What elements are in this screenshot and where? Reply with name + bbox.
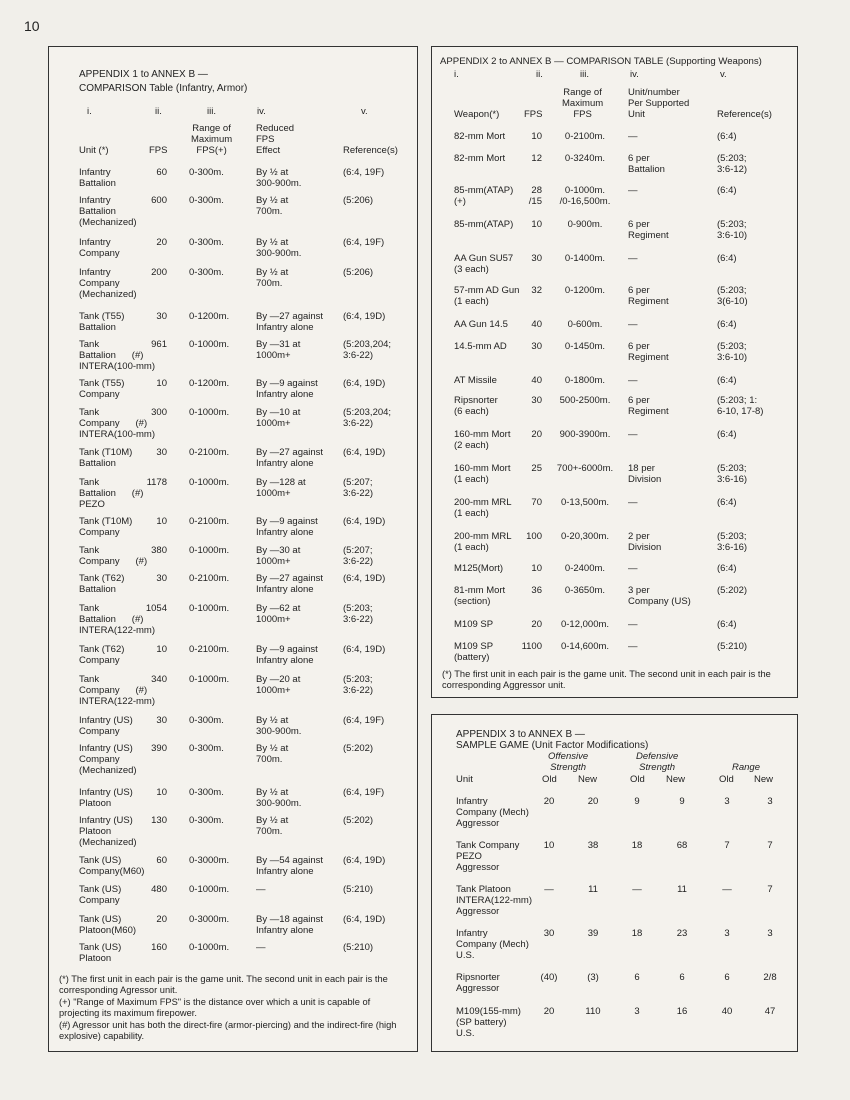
row-unit: M109(155-mm) (SP battery) U.S. (456, 1006, 521, 1039)
row-unit: Infantry (US) Platoon (79, 787, 133, 809)
row-weapon: 200-mm MRL (1 each) (454, 497, 512, 519)
row-fps: 30 (156, 573, 167, 584)
row-unit-number: 6 per Regiment (628, 395, 669, 417)
row-offensive-new: 39 (587, 928, 599, 939)
col-number: iv. (257, 106, 266, 117)
header-defensive-old: Old (630, 774, 645, 785)
row-fps: 25 (531, 463, 542, 474)
row-unit-number: 6 per Regiment (628, 285, 669, 307)
row-weapon: 82-mm Mort (454, 153, 506, 164)
row-fps: 10 (156, 644, 167, 655)
row-defensive-old: 18 (631, 840, 643, 851)
col-number: i. (87, 106, 92, 117)
row-unit: Infantry Company (79, 237, 120, 259)
row-fps: 10 (531, 131, 542, 142)
row-weapon: Ripsnorter (6 each) (454, 395, 498, 417)
row-range: 0-14,600m. (560, 641, 610, 652)
row-fps: 480 (151, 884, 167, 895)
row-unit: Infantry (US) Company (79, 715, 133, 737)
row-reference: (6:4, 19D) (343, 378, 386, 389)
row-range: 0-1000m. (189, 603, 230, 614)
row-offensive-new: 11 (588, 884, 598, 895)
page-number: 10 (24, 18, 40, 34)
row-reference: (5:203; 1: 6-10, 17-8) (717, 395, 764, 417)
row-reduced-effect: By —128 at 1000m+ (256, 477, 306, 499)
row-unit-number: — (628, 641, 638, 652)
header-weapon: Weapon(*) (454, 109, 500, 120)
row-reference: (5:210) (343, 942, 374, 953)
row-reduced-effect: By —62 at 1000m+ (256, 603, 301, 625)
row-weapon: AT Missile (454, 375, 497, 386)
appendix-2-title: APPENDIX 2 to ANNEX B — COMPARISON TABLE (Supporting Weapons) (440, 56, 762, 67)
row-fps: 60 (156, 855, 167, 866)
footnote-hash: (#) Agressor unit has both the direct-fire (armor-piercing) and the indirect-fire (high explosive) capability. (59, 1020, 397, 1042)
row-unit-number: — (628, 619, 638, 630)
col-number: ii. (536, 69, 543, 80)
row-offensive-new: (3) (587, 972, 599, 983)
row-fps: 200 (151, 267, 167, 278)
row-unit: Tank (US) Platoon(M60) (79, 914, 137, 936)
row-reference: (6:4, 19F) (343, 167, 385, 178)
row-weapon: 81-mm Mort (section) (454, 585, 506, 607)
row-weapon: 85-mm(ATAP) (+) (454, 185, 514, 207)
row-reference: (6:4, 19D) (343, 516, 386, 527)
row-range-old: — (722, 884, 732, 895)
row-fps: 20 (156, 914, 167, 925)
row-reference: (6:4, 19D) (343, 644, 386, 655)
row-range: 0-2100m. (189, 644, 230, 655)
row-defensive-new: 6 (679, 972, 685, 983)
row-reduced-effect: By ½ at 300-900m. (256, 167, 302, 189)
row-fps: 20 (531, 619, 542, 630)
row-fps: 40 (531, 319, 542, 330)
row-reference: (5:203; 3:6-12) (717, 153, 748, 175)
row-weapon: 85-mm(ATAP) (454, 219, 514, 230)
row-range: 0-3000m. (189, 855, 230, 866)
row-unit: Tank (T55) Battalion (79, 311, 125, 333)
row-reference: (5:210) (717, 641, 748, 652)
row-fps: 30 (156, 311, 167, 322)
header-defensive-strength: Defensive Strength (636, 751, 679, 773)
header-reduced-effect: Reduced FPS Effect (256, 123, 295, 156)
row-defensive-new: 9 (679, 796, 685, 807)
row-reference: (6:4, 19F) (343, 715, 385, 726)
row-offensive-old: 10 (543, 840, 555, 851)
row-unit: Tank (T55) Company (79, 378, 125, 400)
row-fps: 10 (156, 378, 167, 389)
appendix-1-title-line-2: COMPARISON Table (Infantry, Armor) (79, 83, 248, 94)
row-fps: 30 (156, 715, 167, 726)
row-fps: 10 (156, 516, 167, 527)
footnote-asterisk: (*) The first unit in each pair is the game unit. The second unit in each pair is the corresponding Agressor unit. (59, 974, 388, 996)
row-range-new: 3 (767, 796, 773, 807)
appendix-2-footnote: (*) The first unit in each pair is the game unit. The second unit in each pair is the corresponding Aggressor unit. (442, 669, 771, 691)
row-reference: (5:202) (343, 743, 374, 754)
row-reference: (6:4) (717, 253, 737, 264)
header-unit: Unit (*) (79, 145, 109, 156)
row-reference: (5:203; 3(6-10) (717, 285, 748, 307)
row-reference: (6:4) (717, 619, 737, 630)
row-fps: 12 (531, 153, 542, 164)
row-defensive-new: 16 (676, 1006, 688, 1017)
row-range: 500-2500m. (559, 395, 611, 406)
row-reference: (6:4, 19D) (343, 311, 386, 322)
row-reference: (5:203; 3:6-22) (343, 603, 374, 625)
row-unit-number: 6 per Regiment (628, 219, 669, 241)
row-reference: (6:4) (717, 429, 737, 440)
row-reference: (6:4) (717, 319, 737, 330)
row-fps: 1054 (145, 603, 167, 614)
row-defensive-new: 23 (676, 928, 688, 939)
row-range: 0-3650m. (564, 585, 606, 596)
row-reference: (5:207; 3:6-22) (343, 545, 374, 567)
row-range-old: 3 (724, 796, 730, 807)
row-range-new: 3 (767, 928, 773, 939)
header-references: Reference(s) (343, 145, 398, 156)
row-range: 0-1000m. /0-16,500m. (559, 185, 611, 207)
row-reduced-effect: By —27 against Infantry alone (256, 573, 324, 595)
row-fps: 10 (531, 219, 542, 230)
row-range: 0-1000m. (189, 407, 230, 418)
header-defensive-new: New (666, 774, 686, 785)
row-reduced-effect: By —18 against Infantry alone (256, 914, 324, 936)
row-unit: Ripsnorter Aggressor (456, 972, 500, 994)
row-defensive-new: 11 (677, 884, 687, 895)
col-number: iii. (580, 69, 589, 80)
row-offensive-old: (40) (540, 972, 558, 983)
header-unit-number: Unit/number Per Supported Unit (628, 87, 690, 120)
row-weapon: 14.5-mm AD (454, 341, 507, 352)
row-unit: Tank (US) Company (79, 884, 122, 906)
row-reduced-effect: By —27 against Infantry alone (256, 311, 324, 333)
row-unit: Tank Battalion (#) PEZO (79, 477, 144, 510)
row-range-old: 3 (724, 928, 730, 939)
row-unit: Tank Platoon INTERA(122-mm) Aggressor (456, 884, 533, 917)
row-reduced-effect: By —20 at 1000m+ (256, 674, 301, 696)
row-unit: Infantry Company (Mech) U.S. (456, 928, 529, 961)
footnote-plus: (+) "Range of Maximum FPS" is the distance over which a unit is capable of projecting its maximum firepower. (59, 997, 371, 1019)
row-range: 900-3900m. (559, 429, 611, 440)
row-range-new: 47 (764, 1006, 776, 1017)
row-range: 0-1000m. (189, 477, 230, 488)
row-range: 0-3240m. (564, 153, 606, 164)
row-range: 0-1400m. (564, 253, 606, 264)
row-unit: Tank (US) Company(M60) (79, 855, 145, 877)
row-range: 0-3000m. (189, 914, 230, 925)
row-fps: 36 (531, 585, 542, 596)
row-fps: 10 (531, 563, 542, 574)
row-reference: (6:4) (717, 563, 737, 574)
row-reference: (5:203; 3:6-16) (717, 463, 748, 485)
row-reduced-effect: By ½ at 300-900m. (256, 237, 302, 259)
header-offensive-new: New (578, 774, 598, 785)
row-fps: 160 (151, 942, 167, 953)
row-range: 0-1200m. (564, 285, 606, 296)
row-range-old: 40 (721, 1006, 733, 1017)
appendix-3-title-line-1: APPENDIX 3 to ANNEX B — (456, 729, 585, 740)
row-fps: 20 (531, 429, 542, 440)
row-fps: 100 (526, 531, 542, 542)
row-fps: 30 (531, 253, 542, 264)
row-range-old: 6 (724, 972, 730, 983)
row-range: 0-1000m. (189, 545, 230, 556)
row-fps: 70 (531, 497, 542, 508)
row-fps: 30 (156, 447, 167, 458)
row-fps: 1100 (521, 641, 542, 652)
row-range: 0-1200m. (189, 378, 230, 389)
row-reference: (5:206) (343, 267, 374, 278)
appendix-1-table (48, 46, 418, 1052)
row-fps: 961 (151, 339, 167, 350)
row-defensive-old: 9 (634, 796, 640, 807)
row-range: 0-300m. (189, 167, 224, 178)
col-number: iii. (207, 106, 216, 117)
row-range: 0-20,300m. (560, 531, 610, 542)
header-range: Range of Maximum FPS (562, 87, 604, 120)
row-reduced-effect: By —9 against Infantry alone (256, 516, 318, 538)
row-fps: 130 (151, 815, 167, 826)
row-reference: (5:203; 3:6-10) (717, 219, 748, 241)
row-reduced-effect: By —54 against Infantry alone (256, 855, 324, 877)
row-unit-number: — (628, 563, 638, 574)
header-range-new: New (754, 774, 774, 785)
row-unit: Tank Battalion (#) INTERA(122-mm) (79, 603, 156, 636)
row-reduced-effect: By ½ at 700m. (256, 195, 289, 217)
header-range-old: Old (719, 774, 734, 785)
row-unit: Tank Battalion (#) INTERA(100-mm) (79, 339, 156, 372)
header-references: Reference(s) (717, 109, 772, 120)
row-reduced-effect: — (256, 942, 266, 953)
row-offensive-new: 38 (587, 840, 599, 851)
row-offensive-old: 30 (543, 928, 555, 939)
row-reference: (6:4, 19F) (343, 237, 385, 248)
row-fps: 20 (156, 237, 167, 248)
row-unit-number: — (628, 375, 638, 386)
row-defensive-new: 68 (676, 840, 688, 851)
row-unit: Tank (T10M) Company (79, 516, 133, 538)
row-unit-number: — (628, 429, 638, 440)
row-reference: (6:4, 19F) (343, 787, 385, 798)
row-reduced-effect: By ½ at 300-900m. (256, 787, 302, 809)
row-unit-number: 18 per Division (628, 463, 662, 485)
row-reference: (5:203; 3:6-10) (717, 341, 748, 363)
row-unit: Tank (T10M) Battalion (79, 447, 133, 469)
row-weapon: 82-mm Mort (454, 131, 506, 142)
header-fps: FPS (149, 145, 168, 156)
row-defensive-old: 3 (634, 1006, 640, 1017)
row-fps: 10 (156, 787, 167, 798)
row-range: 0-1000m. (189, 942, 230, 953)
row-range: 0-2100m. (189, 516, 230, 527)
row-reference: (5:210) (343, 884, 374, 895)
row-reference: (6:4) (717, 375, 737, 386)
row-range: 0-300m. (189, 743, 224, 754)
row-unit-number: — (628, 131, 638, 142)
row-reduced-effect: By —31 at 1000m+ (256, 339, 301, 361)
col-number: iv. (630, 69, 639, 80)
row-range-new: 7 (767, 840, 773, 851)
row-unit: Tank Company (#) INTERA(100-mm) (79, 407, 156, 440)
row-weapon: 160-mm Mort (2 each) (454, 429, 511, 451)
row-range: 0-1200m. (189, 311, 230, 322)
row-reference: (6:4, 19D) (343, 855, 386, 866)
row-range: 0-300m. (189, 237, 224, 248)
row-reference: (6:4, 19D) (343, 573, 386, 584)
header-offensive-old: Old (542, 774, 557, 785)
row-unit-number: 3 per Company (US) (628, 585, 691, 607)
row-defensive-old: — (632, 884, 642, 895)
row-range: 0-1000m. (189, 674, 230, 685)
row-reduced-effect: By —27 against Infantry alone (256, 447, 324, 469)
row-reference: (5:203,204; 3:6-22) (343, 339, 392, 361)
header-range: Range of Maximum FPS(+) (191, 123, 233, 156)
row-range: 700+-6000m. (556, 463, 614, 474)
row-unit: Infantry (US) Company (Mechanized) (79, 743, 137, 776)
row-unit: Tank Company (#) INTERA(122-mm) (79, 674, 156, 707)
row-reference: (6:4) (717, 131, 737, 142)
row-fps: 60 (156, 167, 167, 178)
row-reduced-effect: By ½ at 700m. (256, 743, 289, 765)
row-unit: Infantry Company (Mechanized) (79, 267, 137, 300)
row-unit-number: 6 per Regiment (628, 341, 669, 363)
row-reference: (5:203; 3:6-16) (717, 531, 748, 553)
row-fps: 380 (151, 545, 167, 556)
row-reduced-effect: By —10 at 1000m+ (256, 407, 301, 429)
row-reference: (5:207; 3:6-22) (343, 477, 374, 499)
row-offensive-old: 20 (543, 1006, 555, 1017)
row-offensive-new: 110 (585, 1006, 601, 1017)
appendix-2-table (431, 46, 798, 698)
row-weapon: M109 SP (454, 619, 494, 630)
row-fps: 390 (151, 743, 167, 754)
row-fps: 600 (151, 195, 167, 206)
row-unit-number: 2 per Division (628, 531, 662, 553)
col-number: i. (454, 69, 459, 80)
row-unit: Tank (T62) Battalion (79, 573, 125, 595)
row-weapon: AA Gun SU57 (3 each) (454, 253, 514, 275)
row-weapon: M125(Mort) (454, 563, 504, 574)
row-unit: Infantry Battalion (79, 167, 116, 189)
appendix-3-title-line-2: SAMPLE GAME (Unit Factor Modifications) (456, 740, 649, 751)
row-weapon: 57-mm AD Gun (1 each) (454, 285, 520, 307)
row-fps: 1178 (146, 477, 167, 488)
row-unit: Infantry Company (Mech) Aggressor (456, 796, 529, 829)
row-offensive-old: — (544, 884, 554, 895)
appendix-3-table (431, 714, 798, 1052)
row-range: 0-13,500m. (560, 497, 610, 508)
col-number: ii. (155, 106, 162, 117)
header-offensive-strength: Offensive Strength (548, 751, 589, 773)
row-offensive-old: 20 (543, 796, 555, 807)
row-weapon: AA Gun 14.5 (454, 319, 508, 330)
row-reference: (6:4, 19D) (343, 447, 386, 458)
row-range: 0-2400m. (564, 563, 606, 574)
row-range: 0-300m. (189, 815, 224, 826)
row-fps: 30 (531, 395, 542, 406)
row-unit-number: — (628, 319, 638, 330)
row-defensive-old: 18 (631, 928, 643, 939)
row-defensive-old: 6 (634, 972, 640, 983)
row-reference: (5:206) (343, 195, 374, 206)
header-unit: Unit (456, 774, 473, 785)
row-weapon: M109 SP (battery) (454, 641, 494, 663)
row-reduced-effect: By —9 against Infantry alone (256, 644, 318, 666)
row-reduced-effect: By —30 at 1000m+ (256, 545, 301, 567)
appendix-1-title-line-1: APPENDIX 1 to ANNEX B — (79, 69, 208, 80)
row-unit: Tank (US) Platoon (79, 942, 122, 964)
row-unit: Tank (T62) Company (79, 644, 125, 666)
row-reduced-effect: By ½ at 700m. (256, 815, 289, 837)
row-range: 0-1000m. (189, 339, 230, 350)
row-unit-number: — (628, 497, 638, 508)
row-range: 0-1800m. (564, 375, 606, 386)
row-range: 0-600m. (567, 319, 603, 330)
row-range: 0-12,000m. (560, 619, 610, 630)
row-range: 0-2100m. (189, 447, 230, 458)
row-range: 0-1000m. (189, 884, 230, 895)
row-unit-number: — (628, 253, 638, 264)
row-reduced-effect: By ½ at 300-900m. (256, 715, 302, 737)
row-fps: 28 /15 (528, 185, 542, 207)
row-range: 0-2100m. (564, 131, 606, 142)
col-number: v. (361, 106, 368, 117)
header-range: Range (732, 762, 760, 773)
row-fps: 300 (151, 407, 167, 418)
row-range: 0-1450m. (564, 341, 606, 352)
row-range: 0-300m. (189, 267, 224, 278)
row-reduced-effect: — (256, 884, 266, 895)
row-range: 0-2100m. (189, 573, 230, 584)
row-unit-number: — (628, 185, 638, 196)
row-range: 0-900m. (567, 219, 603, 230)
row-reference: (5:202) (343, 815, 374, 826)
row-range-old: 7 (724, 840, 730, 851)
row-reference: (5:202) (717, 585, 748, 596)
row-reduced-effect: By ½ at 700m. (256, 267, 289, 289)
row-range: 0-300m. (189, 195, 224, 206)
row-reference: (5:203,204; 3:6-22) (343, 407, 392, 429)
row-unit-number: 6 per Battalion (628, 153, 665, 175)
row-reduced-effect: By —9 against Infantry alone (256, 378, 318, 400)
row-range-new: 7 (767, 884, 773, 895)
row-unit: Tank Company PEZO Aggressor (456, 840, 520, 873)
row-unit: Tank Company (#) (79, 545, 148, 567)
row-reference: (6:4, 19D) (343, 914, 386, 925)
row-fps: 30 (531, 341, 542, 352)
row-range: 0-300m. (189, 715, 224, 726)
row-fps: 340 (151, 674, 167, 685)
row-fps: 40 (531, 375, 542, 386)
row-reference: (6:4) (717, 497, 737, 508)
row-reference: (6:4) (717, 185, 737, 196)
row-range-new: 2/8 (763, 972, 777, 983)
row-unit: Infantry Battalion (Mechanized) (79, 195, 137, 228)
row-range: 0-300m. (189, 787, 224, 798)
row-reference: (5:203; 3:6-22) (343, 674, 374, 696)
row-weapon: 200-mm MRL (1 each) (454, 531, 512, 553)
row-fps: 32 (531, 285, 542, 296)
header-fps: FPS (524, 109, 543, 120)
row-weapon: 160-mm Mort (1 each) (454, 463, 511, 485)
row-offensive-new: 20 (587, 796, 599, 807)
row-unit: Infantry (US) Platoon (Mechanized) (79, 815, 137, 848)
col-number: v. (720, 69, 727, 80)
